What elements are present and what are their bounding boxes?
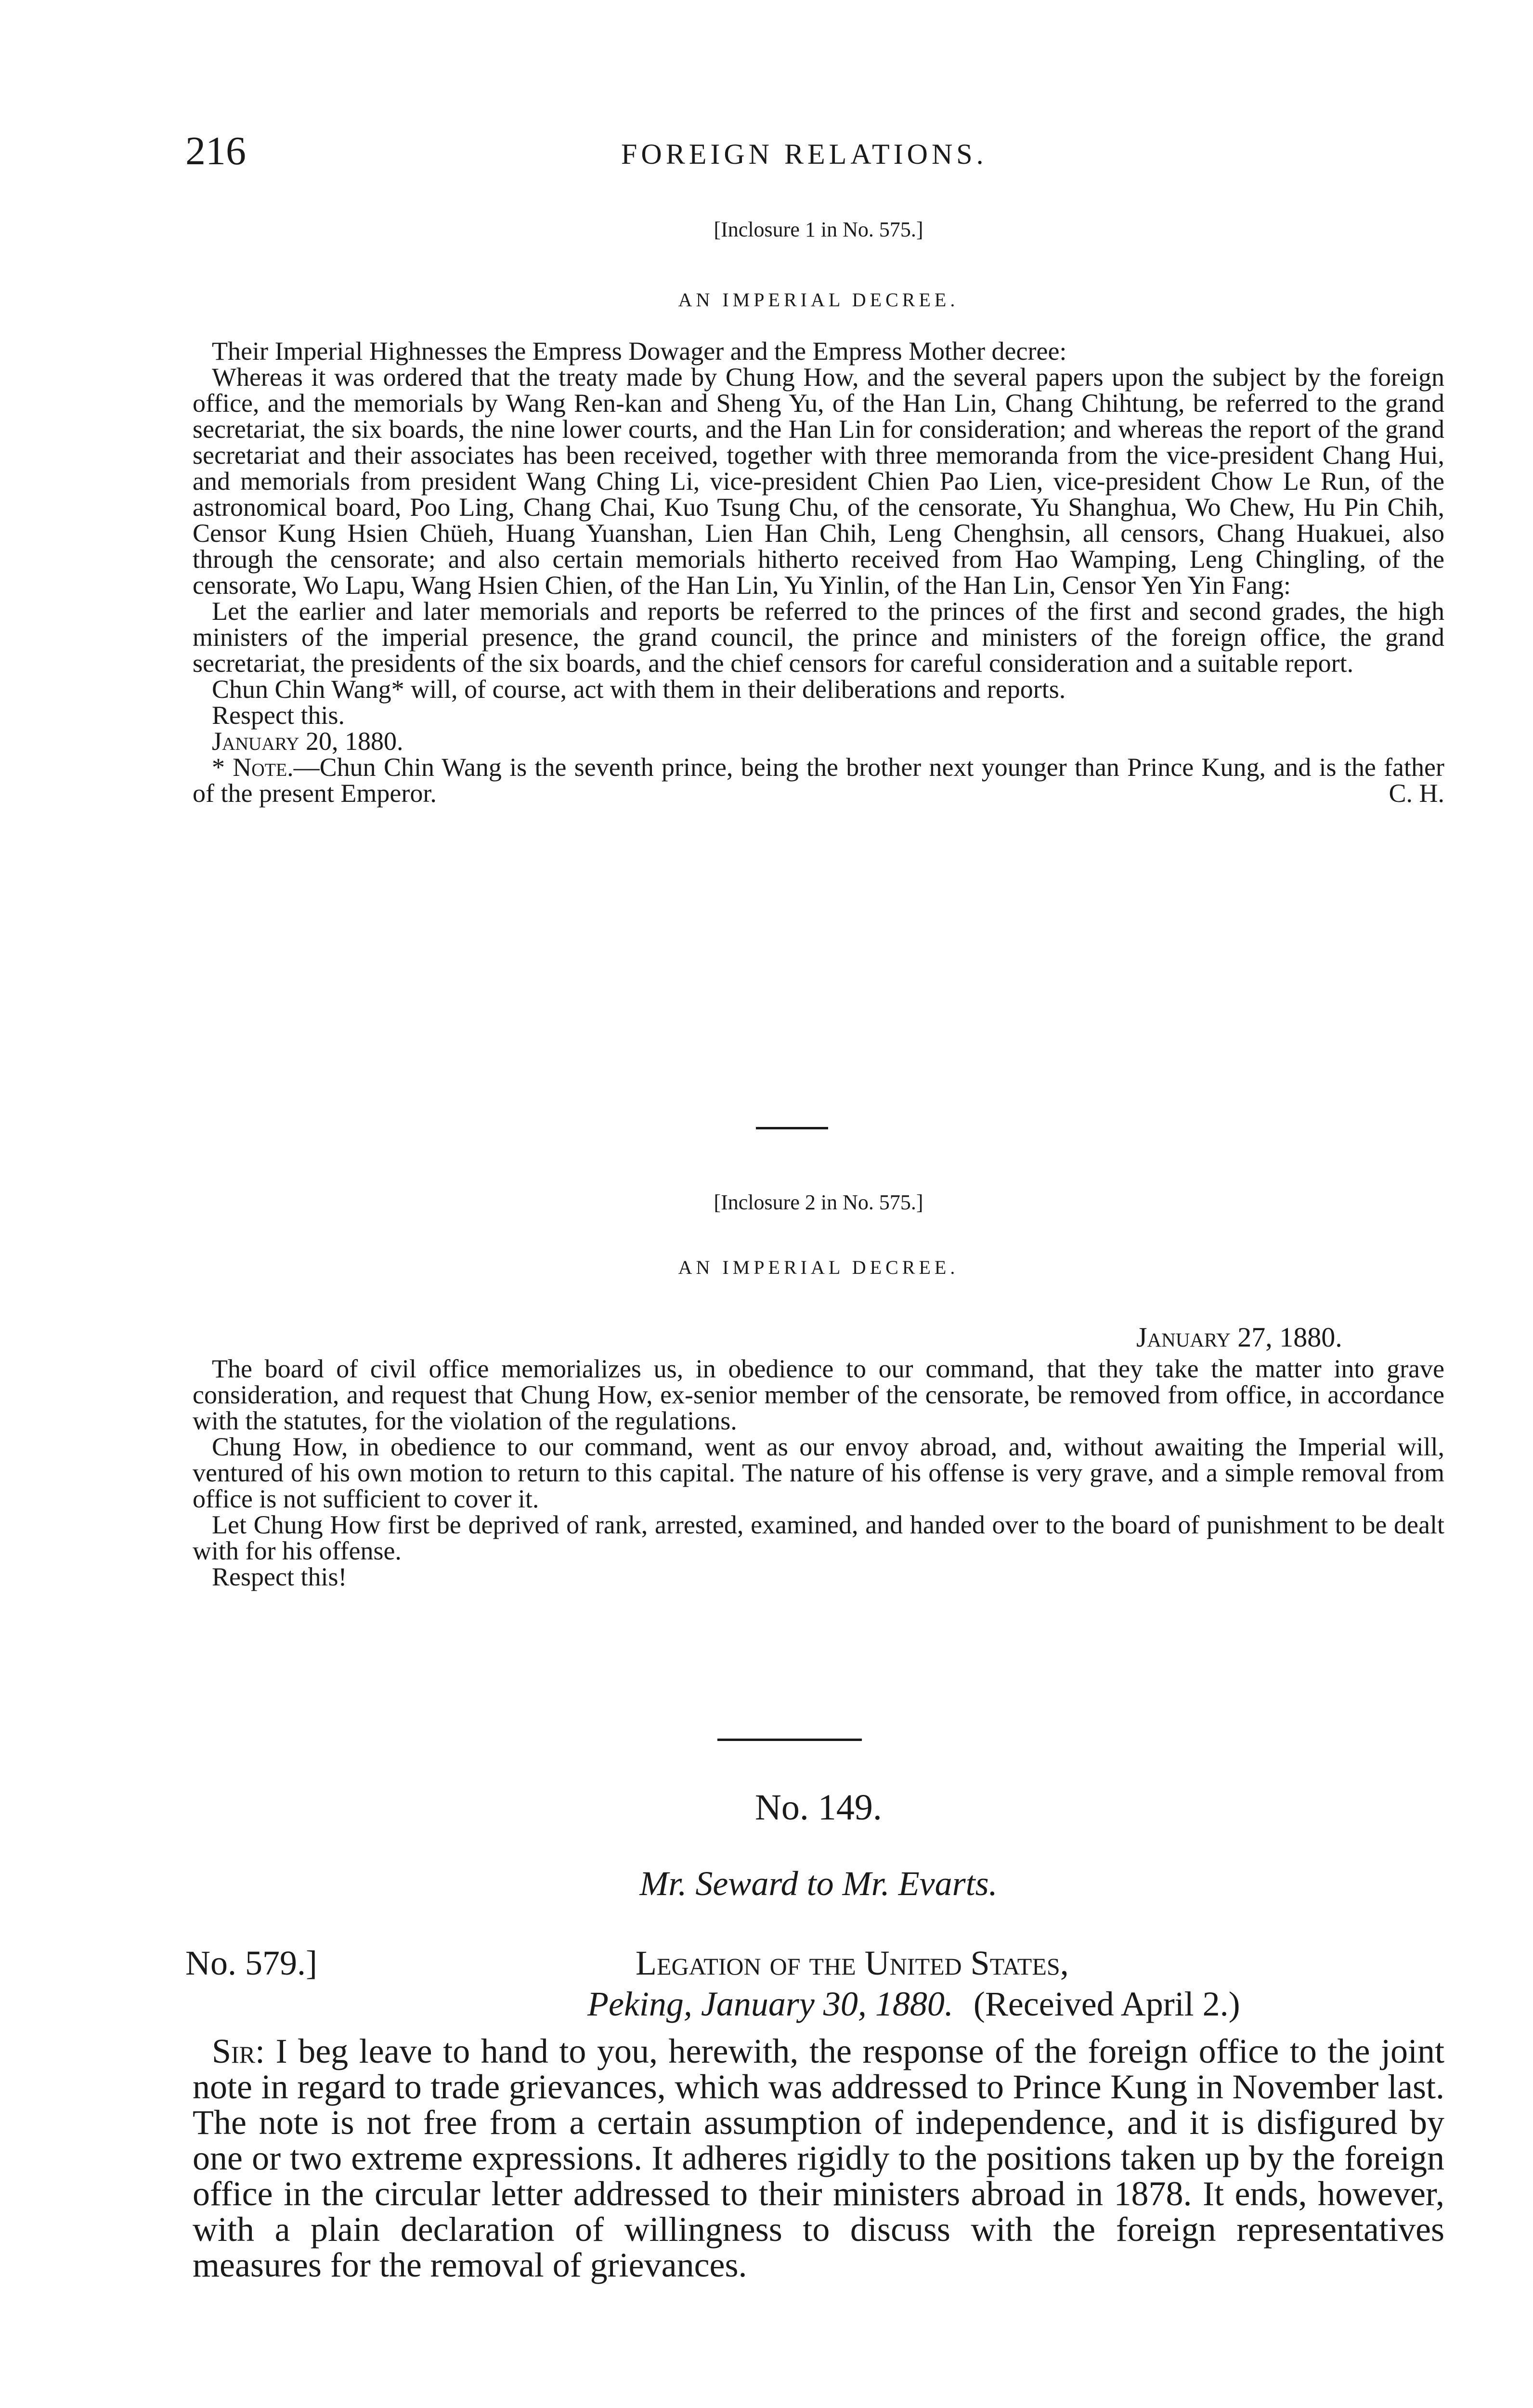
divider-rule: [717, 1739, 862, 1741]
footnote-text: —Chun Chin Wang is the seventh prince, being the brother next younger than Prince Kung, and is the father of the present Emperor.: [193, 753, 1444, 808]
document-number: No. 149.: [755, 1787, 882, 1828]
inclosure-1-body: [193, 338, 1444, 806]
place-date: Peking, January 30, 1880.: [587, 1985, 953, 2023]
running-title: FOREIGN RELATIONS.: [621, 138, 987, 170]
dispatch-number: No. 579.]: [185, 1944, 317, 1982]
page-number: 216: [185, 129, 246, 173]
decree-paragraph: Respect this.: [212, 701, 345, 730]
inclosure-1-title: AN IMPERIAL DECREE.: [678, 289, 959, 311]
letter-body: [193, 2033, 1444, 2283]
divider-rule: [756, 1127, 828, 1129]
inclosure-1-label: [Inclosure 1 in No. 575.]: [714, 218, 923, 241]
decree-intro: Their Imperial Highnesses the Empress Dowager and the Empress Mother decree:: [212, 337, 1067, 366]
decree-paragraph: The board of civil office memorializes us, in obedience to our command, that they take the matter into grave consideration, and request that Chung How, ex-senior member of the censorate, be removed from office, in accordance with the statutes, for the violation of the regulations.: [193, 1354, 1444, 1435]
decree-paragraph: Chun Chin Wang* will, of course, act with them in their deliberations and reports.: [212, 675, 1066, 704]
inclosure-2-title: AN IMPERIAL DECREE.: [678, 1256, 959, 1278]
decree-paragraph: Let the earlier and later memorials and reports be referred to the princes of the first and second grades, the high ministers of the imperial presence, the grand council, the prince and ministers of the foreign office, the grand secretariat, the presidents of the six boards, and the chief censors for careful consideration and a suitable report.: [193, 597, 1444, 678]
decree-paragraph: Respect this!: [212, 1562, 347, 1591]
footnote: [193, 754, 1444, 806]
received-date: (Received April 2.): [973, 1985, 1240, 2023]
decree-paragraph: Whereas it was ordered that the treaty made by Chung How, and the several papers upon the subject by the foreign office, and the memorials by Wang Ren-kan and Sheng Yu, of the Han Lin, Chang Chihtung, be referred to the grand secretariat, the six boards, the nine lower courts, and the Han Lin for consideration; and whereas the report of the grand secretariat and their associates has been received, together with three memoranda from the vice-president Chang Hui, and memorials from president Wang Ching Li, vice-president Chien Pao Lien, vice-president Chow Le Run, of the astronomical board, Poo Ling, Chang Chai, Kuo Tsung Chu, of the censorate, Yu Shanghua, Wo Chew, Hu Pin Chih, Censor Kung Hsien Chüeh, Huang Yuanshan, Lien Han Chih, Leng Chenghsin, all censors, Chang Huakuei, also through the censorate; and also certain memorials hitherto received from Hao Wamping, Leng Chingling, of the censorate, Wo Lapu, Wang Hsien Chien, of the Han Lin, Yu Yinlin, of the Han Lin, Censor Yen Yin Fang:: [193, 363, 1444, 600]
decree-date: January 20, 1880.: [212, 727, 403, 756]
decree-paragraph: Let Chung How first be deprived of rank, arrested, examined, and handed over to the board of punishment to be dealt with for his offense.: [193, 1510, 1444, 1565]
inclosure-2-body: [193, 1356, 1444, 1590]
inclosure-2-label: [Inclosure 2 in No. 575.]: [714, 1191, 923, 1214]
letter-text: I beg leave to hand to you, herewith, the response of the foreign office to the joint note in regard to trade grievances, which was addressed to Prince Kung in November last. The note is not free from a certain assumption of independence, and it is disfigured by one or two extreme expressions. It adheres rigidly to the positions taken up by the foreign office in the circular letter addressed to their ministers abroad in 1878. It ends, however, with a plain declaration of willingness to discuss with the foreign representatives measures for the removal of grievances.: [193, 2032, 1444, 2284]
decree-paragraph: Chung How, in obedience to our command, went as our envoy abroad, and, without awaiting the Imperial will, ventured of his own motion to return to this capital. The nature of his offense is very grave, and a simple removal from office is not sufficient to cover it.: [193, 1432, 1444, 1513]
legation-line: Legation of the United States,: [636, 1944, 1069, 1982]
document-heading: Mr. Seward to Mr. Evarts.: [639, 1864, 998, 1903]
footnote-label: * Note.: [212, 753, 294, 782]
place-date-line: [587, 1987, 1240, 2021]
inclosure-2-date: January 27, 1880.: [1136, 1322, 1342, 1353]
salutation: Sir:: [212, 2032, 265, 2070]
footnote-initials: C. H.: [1389, 779, 1444, 808]
